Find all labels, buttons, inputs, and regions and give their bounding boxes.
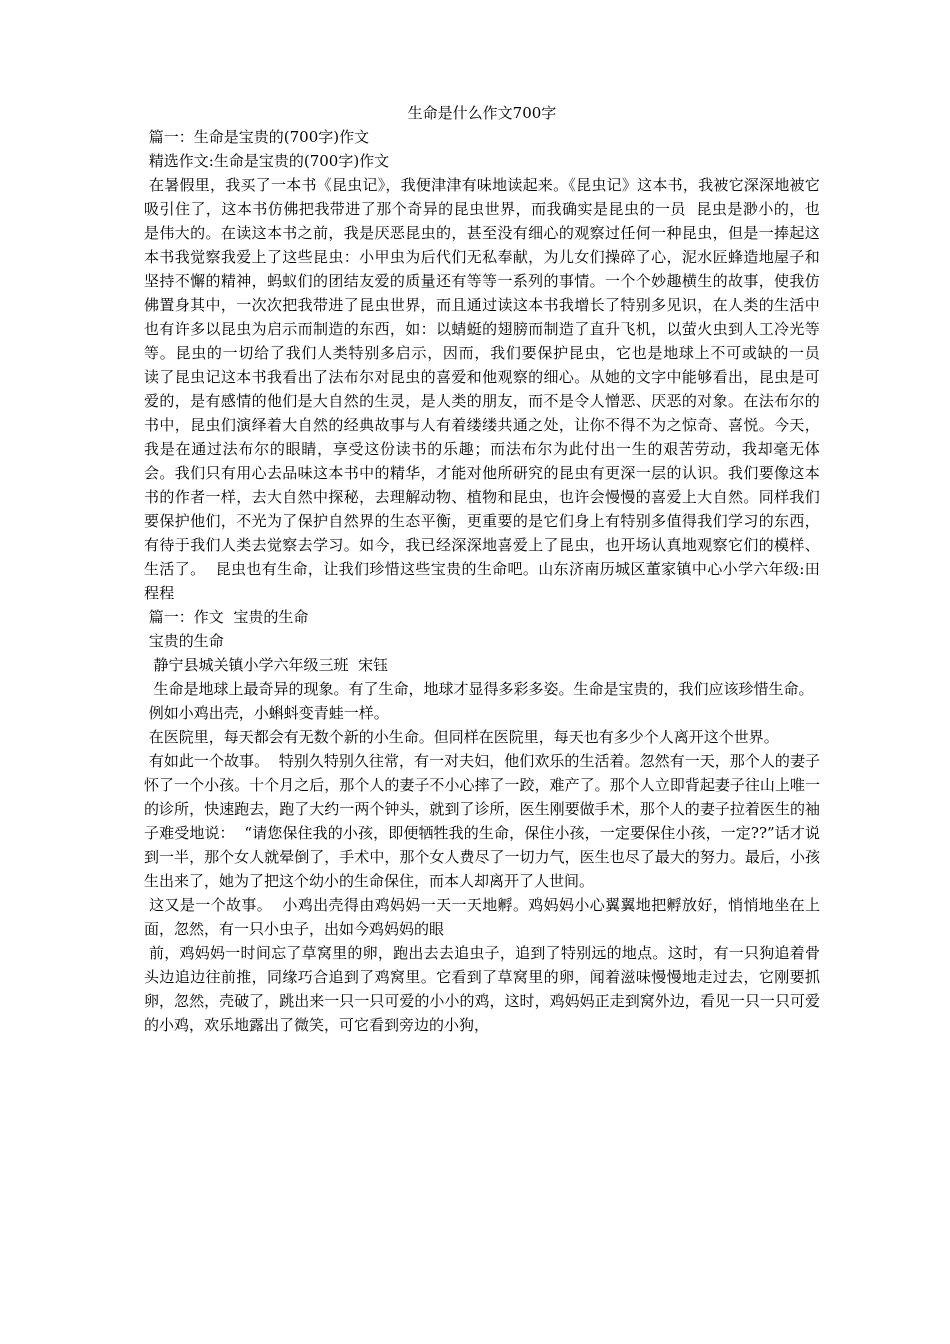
body-paragraph: 有如此一个故事。 特别久特别久往常，有一对夫妇，他们欢乐的生活着。忽然有一天，那个人的妻子怀了一个小孩。十个月之后，那个人的妻子不小心摔了一跤，难产了。那个人立即背起妻子往山上唯一的诊所，快速跑去，跑了大约一两个钟头，就到了诊所，医生刚要做手术，那个人的妻子拉着医生的袖子难受地说： “请您保住我的小孩，即便牺牲我的生命，保住小孩，一定要保住小孩，一定??”话才说到一半，那个女人就晕倒了，手术中，那个女人费尽了一切力气，医生也尽了最大的努力。最后，小孩生出来了，她为了把这个幼小的生命保住，而本人却离开了人世间。 (144, 752, 820, 890)
body-paragraph: 在暑假里，我买了一本书《昆虫记》，我便津津有味地读起来。《昆虫记》这本书，我被它深深地被它吸引住了，这本书仿佛把我带进了那个奇异的昆虫世界，而我确实是昆虫的一员 昆虫是渺小的，也是伟大的。在读这本书之前，我是厌恶昆虫的，甚至没有细心的观察过任何一种昆虫，但是一捧起这本书我觉察我爱上了这些昆虫：小甲虫为后代们无私奉献，为儿女们操碎了心，泥水匠蜂造地屋子和坚持不懈的精神，蚂蚁们的团结友爱的质量还有等等一系列的事情。一个个妙趣横生的故事，使我仿佛置身其中，一次次把我带进了昆虫世界，而且通过读这本书我增长了特别多见识，在人类的生活中也有许多以昆虫为启示而制造的东西，如：以蜻蜓的翅膀而制造了直升飞机，以萤火虫到人工冷光等等。昆虫的一切给了我们人类特别多启示，因而，我们要保护昆虫，它也是地球上不可或缺的一员 读了昆虫记这本书我看出了法布尔对昆虫的喜爱和他观察的细心。从她的文字中能够看出，昆虫是可爱的，是有感情的他们是大自然的生灵，是人类的朋友，而不是令人憎恶、厌恶的对象。在法布尔的书中，昆虫们演绎着大自然的经典故事与人有着缕缕共通之处，让你不得不为之惊奇、喜悦。今天，我是在通过法布尔的眼睛，享受这份读书的乐趣；而法布尔为此付出一生的艰苦劳动，我却毫无体会。我们只有用心去品味这本书中的精华，才能对他所研究的昆虫有更深一层的认识。我们要像这本书的作者一样，去大自然中探秘，去理解动物、植物和昆虫，也许会慢慢的喜爱上大自然。同样我们要保护他们，不光为了保护自然界的生态平衡，更重要的是它们身上有特别多值得我们学习的东西，有待于我们人类去觉察去学习。如今，我已经深深地喜爱上了昆虫，也开场认真地观察它们的模样、生活了。 昆虫也有生命，让我们珍惜这些宝贵的生命吧。山东济南历城区董家镇中心小学六年级:田程程 (144, 176, 830, 602)
subheading: 宝贵的生命 (144, 632, 224, 650)
body-paragraph: 在医院里，每天都会有无数个新的小生命。但同样在医院里，每天也有多少个人离开这个世界。 (144, 728, 779, 746)
section-heading: 篇一：生命是宝贵的(700字)作文 (144, 128, 370, 146)
body-paragraph: 这又是一个故事。 小鸡出壳得由鸡妈妈一天一天地孵。鸡妈妈小心翼翼地把孵放好，悄悄地坐在上面，忽然，有一只小虫子，出如今鸡妈妈的眼 (144, 896, 820, 938)
section-heading: 篇一：作文 宝贵的生命 (144, 608, 309, 626)
body-paragraph: 例如小鸡出壳，小蝌蚪变青蛙一样。 (144, 704, 389, 722)
body-paragraph: 生命是地球上最奇异的现象。有了生命，地球才显得多彩多姿。生命是宝贵的，我们应该珍惜生命。 (144, 680, 814, 698)
document-title: 生命是什么作文700字 (407, 104, 557, 122)
author-line: 静宁县城关镇小学六年级三班 宋钰 (144, 656, 389, 674)
document-page (144, 101, 830, 1037)
subheading: 精选作文:生命是宝贵的(700字)作文 (144, 152, 390, 170)
body-paragraph: 前，鸡妈妈一时间忘了草窝里的卵，跑出去去追虫子，追到了特别远的地点。这时，有一只狗追着骨头边追边往前推，同缘巧合追到了鸡窝里。它看到了草窝里的卵，闻着滋味慢慢地走过去，它刚要抓卵，忽然，壳破了，跳出来一只一只可爱的小小的鸡，这时，鸡妈妈正走到窝外边，看见一只一只可爱的小鸡，欢乐地露出了微笑，可它看到旁边的小狗， (144, 944, 820, 1034)
